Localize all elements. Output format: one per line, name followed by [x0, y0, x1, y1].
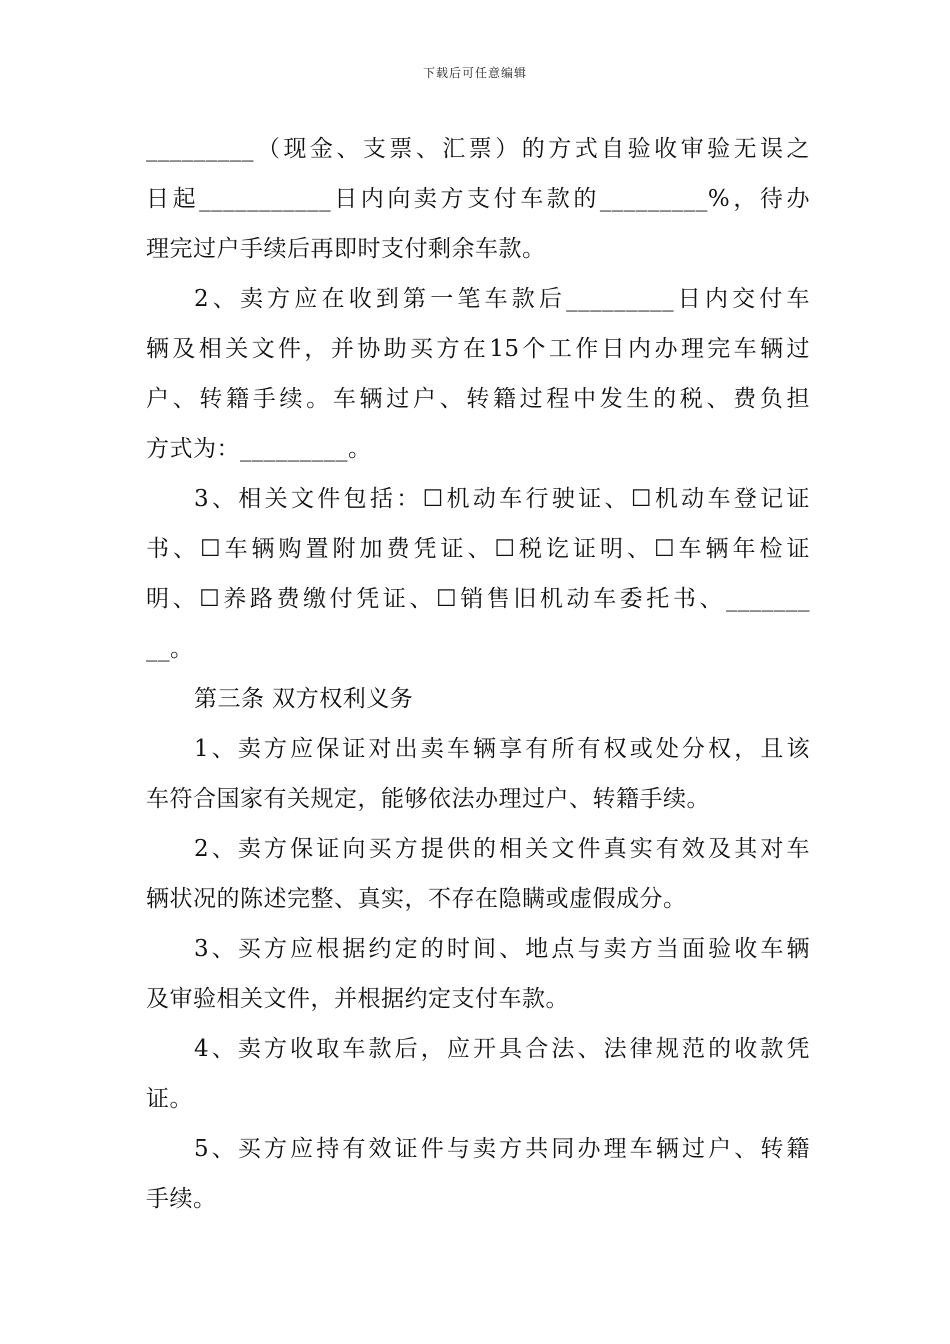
- text-line: 3、相关文件包括：☐机动车行驶证、☐机动车登记证: [194, 486, 810, 512]
- text-line: 明、☐养路费缴付凭证、☐销售旧机动车委托书、_______: [146, 586, 810, 612]
- text-line: 理完过户手续后再即时支付剩余车款。: [146, 236, 546, 262]
- text-line: 日起___________日内向卖方支付车款的_________%，待办: [146, 186, 810, 212]
- text-line: 方式为：_________。: [146, 436, 372, 462]
- text-line: 车符合国家有关规定，能够依法办理过户、转籍手续。: [146, 786, 710, 812]
- text-line: 手续。: [146, 1186, 217, 1212]
- text-line: 4、卖方收取车款后，应开具合法、法律规范的收款凭: [194, 1036, 810, 1062]
- text-line: 辆及相关文件，并协助买方在15个工作日内办理完车辆过: [146, 336, 810, 362]
- text-line: 户、转籍手续。车辆过户、转籍过程中发生的税、费负担: [146, 386, 810, 412]
- text-line: 5、买方应持有效证件与卖方共同办理车辆过户、转籍: [194, 1136, 810, 1162]
- text-line: 1、卖方应保证对出卖车辆享有所有权或处分权，且该: [194, 736, 810, 762]
- section-heading: 第三条 双方权利义务: [194, 686, 414, 712]
- text-line: _________（现金、支票、汇票）的方式自验收审验无误之: [146, 136, 810, 162]
- text-line: 2、卖方应在收到第一笔车款后_________日内交付车: [194, 286, 810, 312]
- text-line: 3、买方应根据约定的时间、地点与卖方当面验收车辆: [194, 936, 810, 962]
- text-line: 书、☐车辆购置附加费凭证、☐税讫证明、☐车辆年检证: [146, 536, 810, 562]
- text-line: 及审验相关文件，并根据约定支付车款。: [146, 986, 569, 1012]
- text-line: 辆状况的陈述完整、真实，不存在隐瞒或虚假成分。: [146, 886, 687, 912]
- text-line: __。: [146, 636, 194, 662]
- text-line: 2、卖方保证向买方提供的相关文件真实有效及其对车: [194, 836, 810, 862]
- page-header-note: 下载后可任意编辑: [422, 66, 527, 80]
- text-line: 证。: [146, 1086, 193, 1112]
